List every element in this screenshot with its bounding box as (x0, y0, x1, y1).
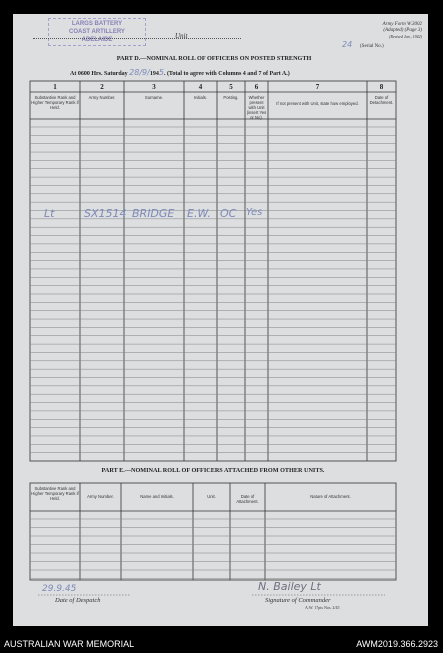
entry-rank: Lt (44, 207, 55, 220)
stamp-line-1: LARGS BATTERY (71, 21, 123, 27)
total-note: (Total to agree with Columns 4 and 7 of Part A.) (166, 71, 290, 77)
part-d-col-2-label: Army Number. (88, 95, 116, 100)
year-handwritten: 5 (158, 68, 164, 77)
part-d-col-8-number: 8 (379, 83, 384, 91)
part-d-col-5-label: Posting. (223, 95, 239, 100)
footer-accession-number: AWM2019.366.2923 (356, 639, 438, 649)
part-d-title: PART D.—NOMINAL ROLL OF OFFICERS ON POSTED STRENGTH (116, 55, 312, 62)
part-d-col-4-label: Initials. (193, 95, 208, 100)
print-code: A.W. 17pts Nos. 2/45 (305, 605, 340, 610)
part-d-date-line: At 0600 Hrs. Saturday 28/9/1945. (Total to agree with Columns 4 and 7 of Part A.) (70, 68, 290, 77)
despatch-date-handwritten: 29.9.45 (42, 584, 77, 594)
despatch-label: Date of Despatch (55, 597, 101, 604)
entry-posting: OC (220, 207, 237, 220)
part-e-col-3-label: Name and Initials. (140, 494, 174, 499)
form-name: Army Form W.3002 (382, 22, 422, 27)
serial-label: (Serial No.) (360, 44, 384, 49)
part-d-col-4-number: 4 (198, 83, 203, 91)
part-d-col-1-label: Substantive Rank and Higher Temporary Rank if Held. (31, 95, 79, 110)
part-d-col-2-number: 2 (100, 83, 104, 91)
date-handwritten: 28/9/ (129, 68, 150, 77)
year-printed: 194 (149, 71, 159, 77)
part-d-col-3-label: Surname. (144, 95, 164, 100)
part-e-col-2-label: Army Number. (87, 494, 114, 499)
part-d-col-5-number: 5 (229, 83, 233, 91)
part-d-col-6-number: 6 (254, 83, 259, 91)
part-e-col-6-label: Nature of Attachment. (310, 494, 351, 499)
part-d-col-8-label: Date of Detachment. (369, 95, 394, 105)
entry-army-number: SX1514 (84, 207, 127, 220)
stamp-line-3: ADELAIDE (81, 37, 113, 43)
archive-footer (0, 636, 443, 653)
part-e-col-1-label: Substantive Rank and Higher Temporary Rank if Held. (31, 486, 79, 501)
part-d-col-7-label: If not present with Unit, state how employed. (276, 101, 359, 106)
entry-initials: E.W. (187, 207, 211, 220)
part-e-col-4-label: Unit. (207, 494, 216, 499)
entry-surname: BRIDGE (132, 207, 175, 220)
form-adapted: (Adapted) (Page 3) (383, 28, 422, 33)
part-d-col-7-number: 7 (315, 83, 320, 91)
at-prefix: At 0600 Hrs. Saturday (70, 71, 128, 77)
part-e-col-5-label: Date of Attachment. (236, 494, 259, 504)
entry-present: Yes (246, 207, 263, 218)
form-revised: (Revised Jan., 1942) (389, 34, 422, 39)
footer-institution: AUSTRALIAN WAR MEMORIAL (4, 639, 135, 649)
unit-label: Unit (175, 32, 188, 40)
commander-label: Signature of Commander (265, 597, 331, 604)
serial-number-handwritten: 24 (342, 40, 353, 49)
stamp-line-2: COAST ARTILLERY (69, 29, 125, 35)
commander-signature: N. Bailey Lt (258, 580, 321, 593)
part-d-col-1-number: 1 (53, 83, 57, 91)
part-d-ruled-rows (30, 127, 396, 453)
part-d-col-6-label: Whether present with Unit (insert Yes or No). (246, 95, 267, 120)
part-e-ruled-rows (30, 519, 396, 579)
part-e-title: PART E.—NOMINAL ROLL OF OFFICERS ATTACHED FROM OTHER UNITS. (101, 467, 325, 474)
part-d-col-3-number: 3 (152, 83, 156, 91)
